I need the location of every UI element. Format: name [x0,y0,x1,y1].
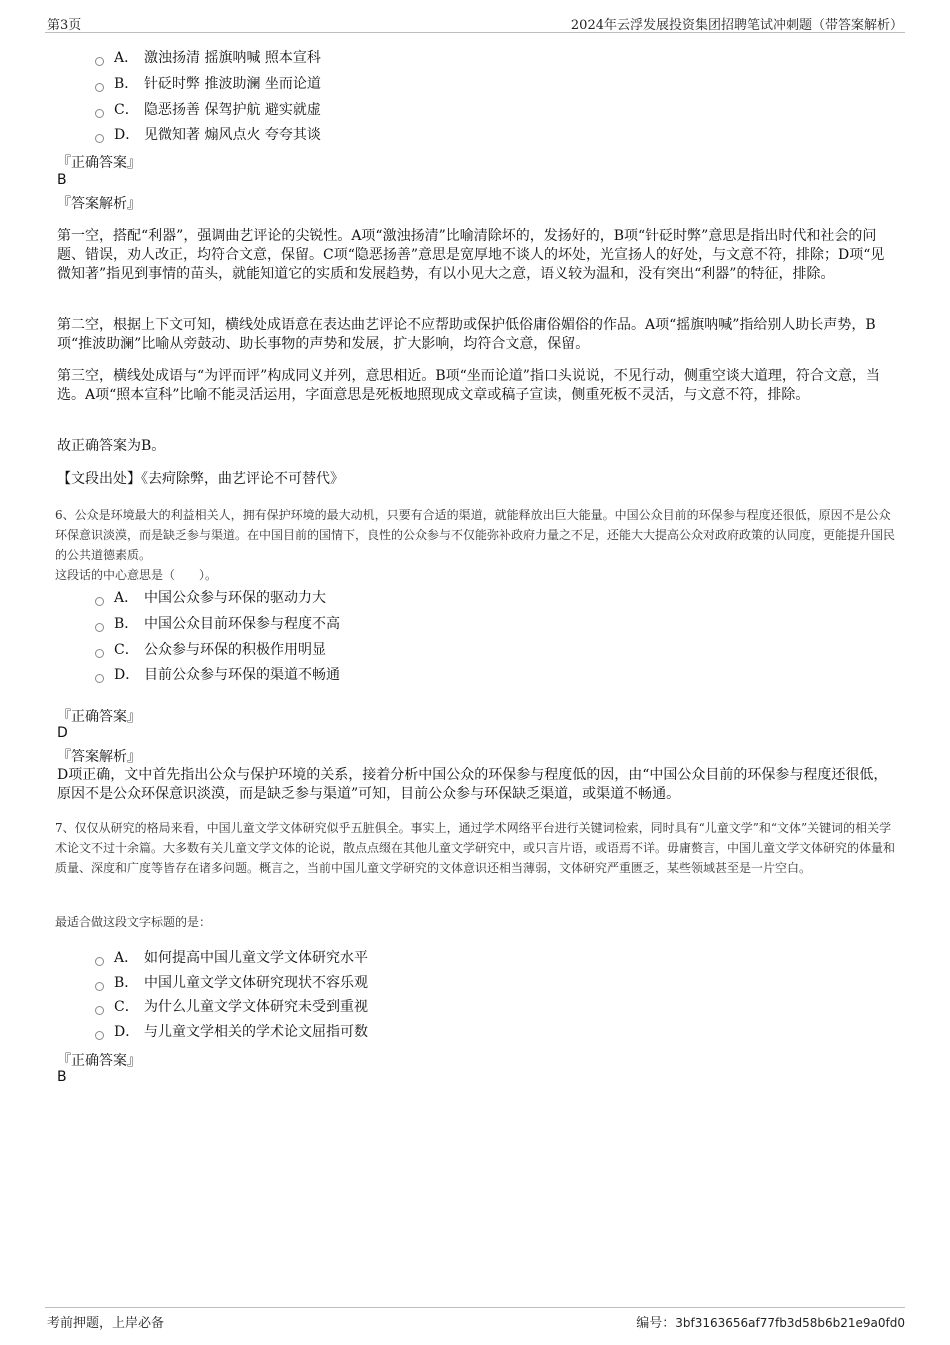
q7-question: 最适合做这段文字标题的是： [55,915,212,929]
option-letter: A． [114,590,139,606]
q5-option-d[interactable] [95,123,321,145]
option-letter: C． [114,642,139,658]
q5-analysis-para-1: 第一空，搭配“利器”，强调曲艺评论的尖锐性。A项“激浊扬清”比喻清除坏的，发扬好的，B项“针砭时弊”意思是指出时代和社会的问题、错误，劝人改正，均符合文意，保留。C项“隐恶扬善”意思是宽厚地不谈人的坏处，光宣扬人的好处，与文意不符，排除；D项“见微知著”指见到事情的苗头，就能知道它的实质和发展趋势，有以小见大之意，语义较为温和，没有突出“利器”的特征，排除。 [57,228,885,282]
option-letter: D． [114,667,140,683]
option-text: 中国儿童文学文体研究现状不容乐观 [144,975,368,991]
q6-option-b[interactable] [95,612,340,634]
q5-analysis-label: 『答案解析』 [57,196,141,212]
option-text: 中国公众目前环保参与程度不高 [144,616,340,632]
q6-analysis: D项正确，文中首先指出公众与保护环境的关系，接着分析中国公众的环保参与程度低的因，由“中国公众目前的环保参与程度还很低，原因不是公众环保意识淡漠，而是缺乏参与渠道”可知，目前公众参与环保缺乏渠道，或渠道不畅通。 [57,767,888,802]
q7-option-a[interactable] [95,946,368,968]
option-letter: D． [114,127,140,143]
option-text: 如何提高中国儿童文学文体研究水平 [144,950,368,966]
q6-answer: D [57,725,68,741]
option-text: 与儿童文学相关的学术论文屈指可数 [144,1024,368,1040]
q7-stem: 7、仅仅从研究的格局来看，中国儿童文学文体研究似乎五脏俱全。事实上，通过学术网络平台进行关键词检索，同时具有“儿童文学”和“文体”关键词的相关学术论文不过十余篇。大多数有关儿童文学文体的论说，散点点缀在其他儿童文学研究中，或只言片语，或语焉不详。毋庸赘言，中国儿童文学文体研究的体量和质量、深度和广度等皆存在诸多问题。概言之，当前中国儿童文学研究的文体意识还相当薄弱，文体研究严重匮乏，某些领域甚至是一片空白。 [55,821,896,875]
q6-answer-label: 『正确答案』 [57,709,141,725]
page-number: 第3页 [47,18,82,33]
radio-icon[interactable] [95,649,104,658]
radio-icon[interactable] [95,57,104,66]
q5-analysis-para-2: 第二空，根据上下文可知，横线处成语意在表达曲艺评论不应帮助或保护低俗庸俗媚俗的作品。A项“摇旗呐喊”指给别人助长声势，B项“推波助澜”比喻从旁鼓动、助长事物的声势和发展，扩大影响，均符合文意，保留。 [57,317,876,352]
q7-option-c[interactable] [95,995,368,1017]
q5-conclusion: 故正确答案为B。 [57,438,166,454]
option-letter: D． [114,1024,140,1040]
option-letter: C． [114,102,139,118]
option-text: 见微知著 煽风点火 夸夸其谈 [144,127,321,143]
q7-option-d[interactable] [95,1020,368,1042]
radio-icon[interactable] [95,674,104,683]
q6-option-a[interactable] [95,586,326,608]
q6-option-c[interactable] [95,638,326,660]
option-letter: C． [114,999,139,1015]
option-text: 目前公众参与环保的渠道不畅通 [144,667,340,683]
radio-icon[interactable] [95,1031,104,1040]
q5-option-a[interactable] [95,46,321,68]
radio-icon[interactable] [95,623,104,632]
option-letter: A． [114,50,139,66]
option-letter: B． [114,76,139,92]
code-value: 3bf3163656af77fb3d58b6b21e9a0fd0 [675,1316,905,1330]
q5-source: 【文段出处】《去疴除弊，曲艺评论不可替代》 [57,471,344,487]
radio-icon[interactable] [95,134,104,143]
code-label: 编号： [636,1316,676,1331]
radio-icon[interactable] [95,597,104,606]
option-text: 针砭时弊 推波助澜 坐而论道 [144,76,321,92]
radio-icon[interactable] [95,982,104,991]
radio-icon[interactable] [95,957,104,966]
radio-icon[interactable] [95,83,104,92]
option-letter: B． [114,616,139,632]
radio-icon[interactable] [95,109,104,118]
footer-divider [45,1307,905,1308]
option-text: 公众参与环保的积极作用明显 [144,642,326,658]
q6-analysis-label: 『答案解析』 [57,749,141,765]
header-divider [45,32,905,33]
q5-answer-label: 『正确答案』 [57,155,141,171]
option-text: 中国公众参与环保的驱动力大 [144,590,326,606]
q6-question: 这段话的中心意思是（ ）。 [55,568,218,582]
q5-analysis-para-3: 第三空，横线处成语与“为评而评”构成同义并列，意思相近。B项“坐而论道”指口头说说，不见行动，侧重空谈大道理，符合文意，当选。A项“照本宣科”比喻不能灵活运用，字面意思是死板地照现成文章或稿子宣读，侧重死板不灵活，与文意不符，排除。 [57,368,880,403]
q6-option-d[interactable] [95,663,340,685]
option-text: 为什么儿童文学文体研究未受到重视 [144,999,368,1015]
option-text: 激浊扬清 摇旗呐喊 照本宣科 [144,50,321,66]
q5-option-b[interactable] [95,72,321,94]
option-letter: B． [114,975,139,991]
q6-stem: 6、公众是环境最大的利益相关人，拥有保护环境的最大动机，只要有合适的渠道，就能释放出巨大能量。中国公众目前的环保参与程度还很低，原因不是公众环保意识淡漠，而是缺乏参与渠道。在中国目前的国情下，良性的公众参与不仅能弥补政府力量之不足，还能大大提高公众对政府政策的认同度，更能提升国民的公共道德素质。 [55,508,896,562]
option-letter: A． [114,950,139,966]
document-title: 2024年云浮发展投资集团招聘笔试冲刺题（带答案解析） [570,18,903,33]
q7-answer: B [57,1069,67,1085]
q5-option-c[interactable] [95,98,321,120]
document-code [636,1312,905,1331]
option-text: 隐恶扬善 保驾护航 避实就虚 [144,102,321,118]
q7-answer-label: 『正确答案』 [57,1053,141,1069]
q7-option-b[interactable] [95,971,368,993]
q5-answer: B [57,172,67,188]
radio-icon[interactable] [95,1006,104,1015]
footer-slogan: 考前押题，上岸必备 [47,1316,165,1331]
